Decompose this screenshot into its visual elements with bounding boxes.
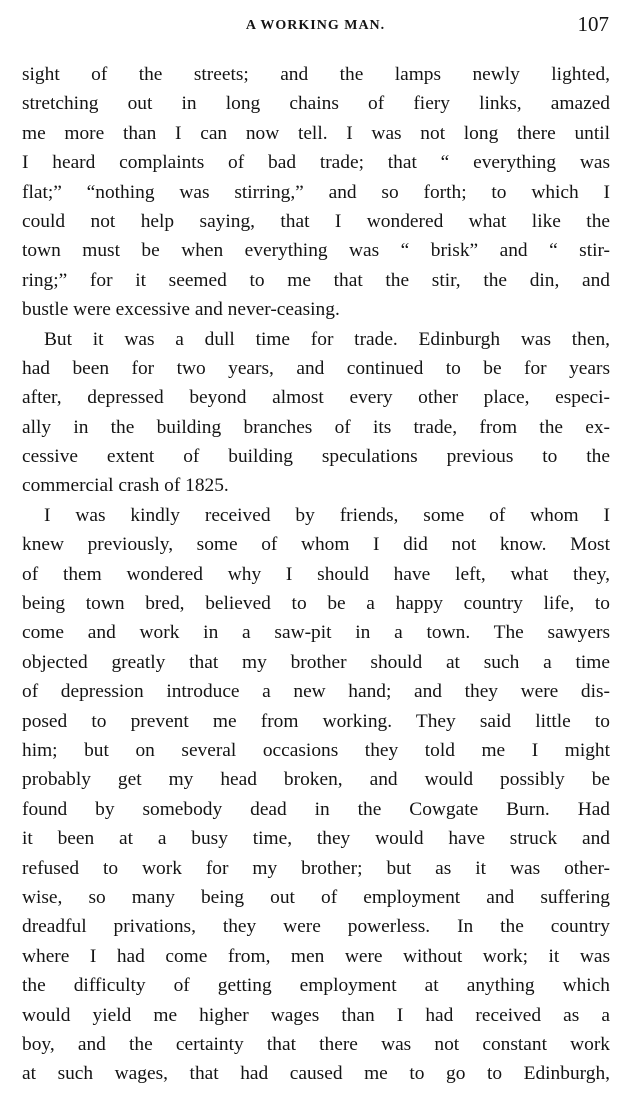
- text-line: stretching out in long chains of fiery links, amazed: [22, 93, 610, 115]
- text-line: boy, and the certainty that there was not constant work: [22, 1033, 610, 1055]
- text-line: where I had come from, men were without work; it was: [22, 945, 610, 967]
- text-line: me more than I can now tell. I was not long there until: [22, 122, 610, 144]
- text-line: of them wondered why I should have left, what they,: [22, 563, 610, 585]
- paragraph-end-line: bustle were excessive and never-ceasing.: [22, 299, 340, 321]
- text-line: objected greatly that my brother should at such a time: [22, 651, 610, 673]
- paragraph-end-line: commercial crash of 1825.: [22, 475, 229, 497]
- text-line: cessive extent of building speculations previous to the: [22, 446, 610, 468]
- text-line: knew previously, some of whom I did not know. Most: [22, 534, 610, 556]
- paragraph-first-line: But it was a dull time for trade. Edinburgh was then,: [44, 328, 610, 350]
- text-line: ally in the building branches of its trade, from the ex-: [22, 416, 610, 438]
- text-line: sight of the streets; and the lamps newly lighted,: [22, 64, 610, 85]
- text-line: dreadful privations, they were powerless. In the country: [22, 916, 610, 938]
- text-line: come and work in a saw-pit in a town. The sawyers: [22, 622, 610, 644]
- body-text: [22, 60, 610, 1089]
- text-line: at such wages, that had caused me to go to Edinburgh,: [22, 1063, 610, 1085]
- text-line: found by somebody dead in the Cowgate Burn. Had: [22, 798, 610, 820]
- text-line: posed to prevent me from working. They said little to: [22, 710, 610, 732]
- text-line: refused to work for my brother; but as it was other-: [22, 857, 610, 879]
- text-line: it been at a busy time, they would have struck and: [22, 828, 610, 850]
- text-line: I heard complaints of bad trade; that “ everything was: [22, 152, 610, 174]
- text-line: could not help saying, that I wondered what like the: [22, 210, 610, 232]
- text-line: him; but on several occasions they told me I might: [22, 739, 610, 761]
- text-line: town must be when everything was “ brisk” and “ stir-: [22, 240, 610, 262]
- text-line: flat;” “nothing was stirring,” and so forth; to which I: [22, 181, 610, 203]
- page-number: 107: [577, 12, 609, 36]
- text-line: being town bred, believed to be a happy country life, to: [22, 593, 610, 615]
- text-line: ring;” for it seemed to me that the stir, the din, and: [22, 269, 610, 291]
- running-head: [0, 12, 631, 42]
- text-line: wise, so many being out of employment and suffering: [22, 886, 610, 908]
- text-line: after, depressed beyond almost every other place, especi-: [22, 387, 610, 409]
- text-line: probably get my head broken, and would possibly be: [22, 769, 610, 791]
- paragraph-first-line: I was kindly received by friends, some of whom I: [44, 504, 610, 526]
- text-line: would yield me higher wages than I had received as a: [22, 1004, 610, 1026]
- text-line: of depression introduce a new hand; and they were dis-: [22, 681, 610, 703]
- running-title: A WORKING MAN.: [245, 18, 386, 33]
- text-line: the difficulty of getting employment at anything which: [22, 975, 610, 997]
- text-line: had been for two years, and continued to be for years: [22, 357, 610, 379]
